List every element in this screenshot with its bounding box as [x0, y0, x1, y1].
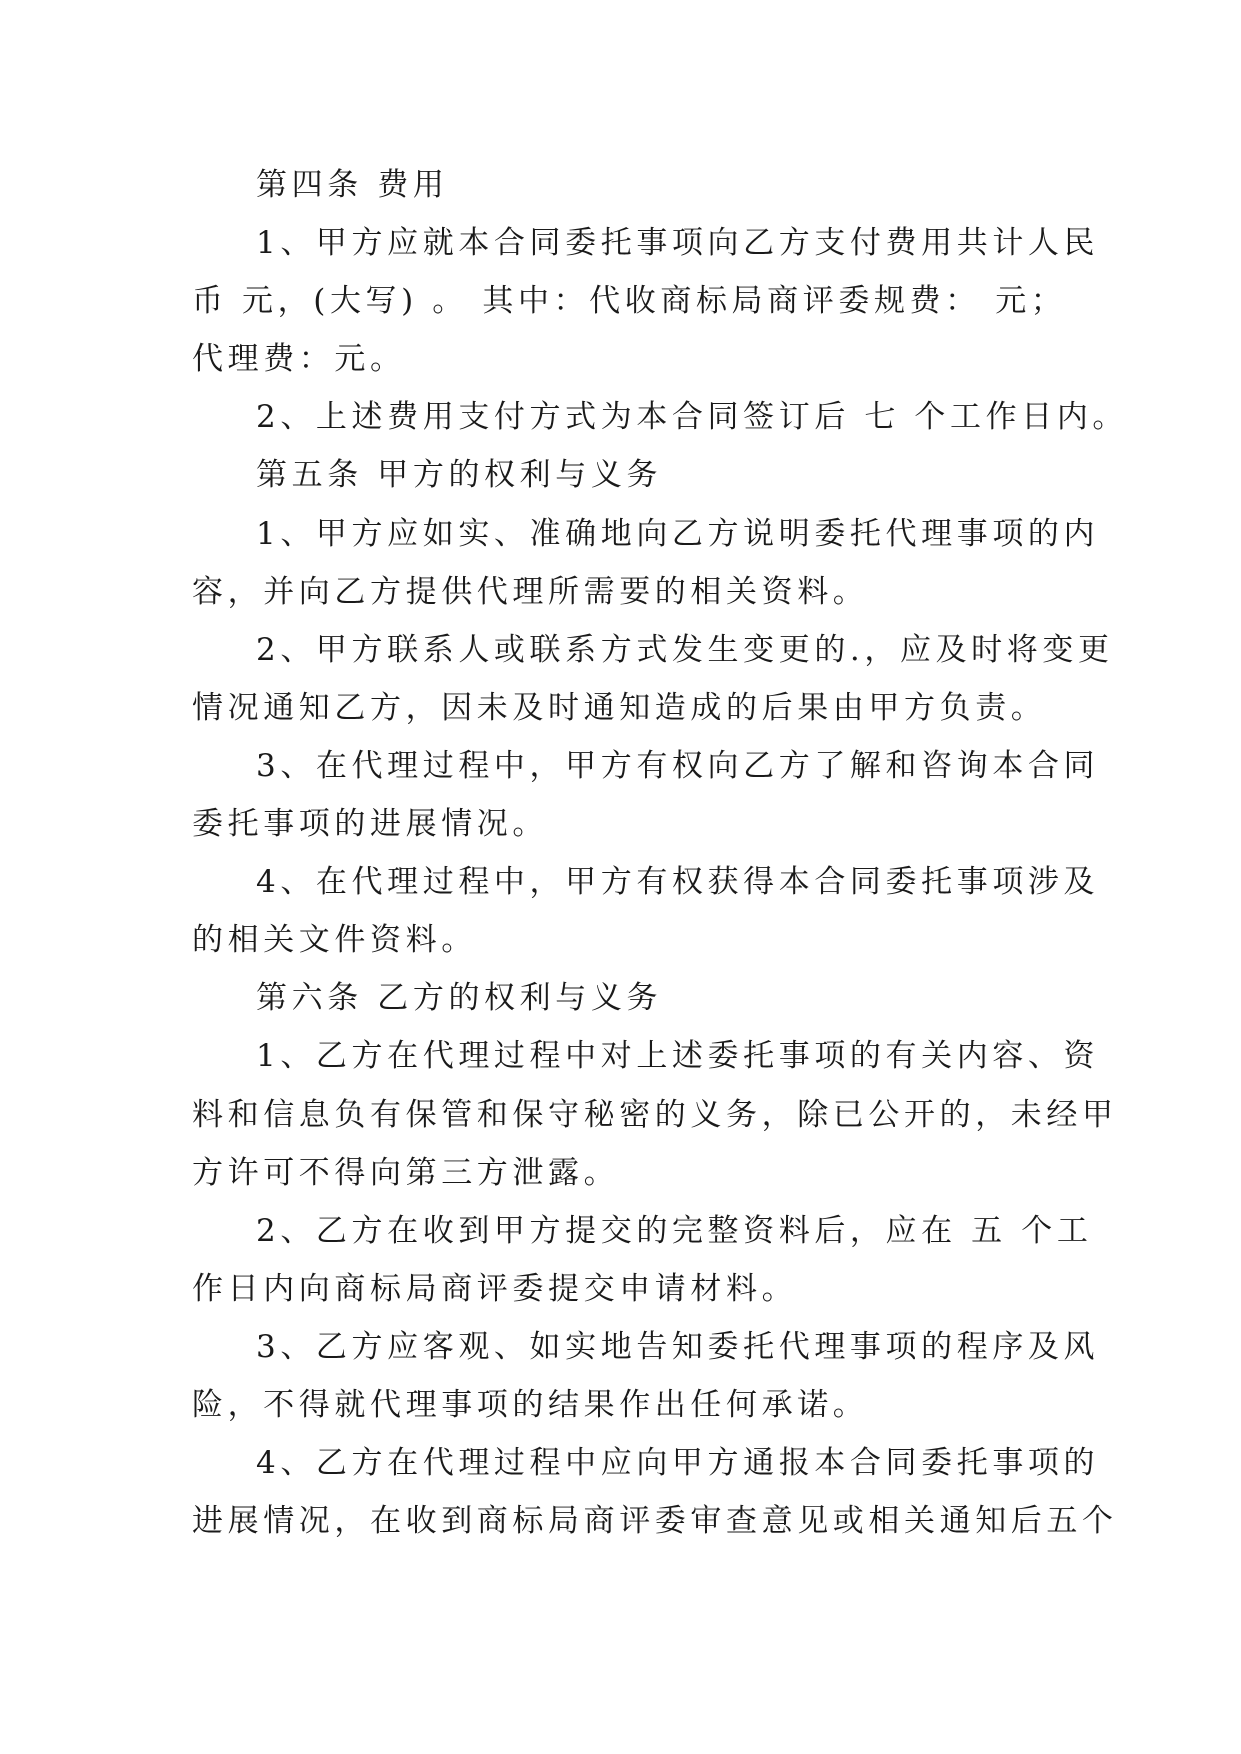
text-line: 容，并向乙方提供代理所需要的相关资料。	[192, 573, 869, 610]
heading-article-5: 第五条 甲方的权利与义务	[256, 457, 663, 494]
text-line: 1、甲方应如实、准确地向乙方说明委托代理事项的内	[256, 515, 1100, 552]
text-line: 料和信息负有保管和保守秘密的义务，除已公开的，未经甲	[192, 1096, 1118, 1133]
text-line: 进展情况，在收到商标局商评委审查意见或相关通知后五个	[192, 1503, 1118, 1540]
document-body	[192, 156, 1129, 1550]
text-line: 1、甲方应就本合同委托事项向乙方支付费用共计人民	[256, 225, 1100, 262]
text-line: 2、上述费用支付方式为本合同签订后 七 个工作日内。	[256, 399, 1129, 436]
text-line: 2、甲方联系人或联系方式发生变更的.，应及时将变更	[256, 631, 1114, 668]
text-line: 4、乙方在代理过程中应向甲方通报本合同委托事项的	[256, 1445, 1100, 1482]
text-line: 4、在代理过程中，甲方有权获得本合同委托事项涉及	[256, 864, 1100, 901]
text-line: 币 元，(大写) 。 其中：代收商标局商评委规费： 元；	[192, 283, 1067, 320]
text-line: 3、乙方应客观、如实地告知委托代理事项的程序及风	[256, 1328, 1100, 1365]
text-line: 1、乙方在代理过程中对上述委托事项的有关内容、资	[256, 1038, 1100, 1075]
text-line: 的相关文件资料。	[192, 922, 477, 959]
text-line: 3、在代理过程中，甲方有权向乙方了解和咨询本合同	[256, 747, 1100, 784]
text-line: 作日内向商标局商评委提交申请材料。	[192, 1270, 798, 1307]
heading-article-6: 第六条 乙方的权利与义务	[256, 980, 663, 1017]
text-line: 2、乙方在收到甲方提交的完整资料后，应在 五 个工	[256, 1212, 1093, 1249]
text-line: 险，不得就代理事项的结果作出任何承诺。	[192, 1386, 869, 1423]
heading-article-4: 第四条 费用	[256, 167, 449, 203]
text-line: 委托事项的进展情况。	[192, 806, 548, 843]
text-line: 情况通知乙方，因未及时通知造成的后果由甲方负责。	[192, 689, 1047, 726]
text-line: 代理费：元。	[192, 341, 406, 378]
text-line: 方许可不得向第三方泄露。	[192, 1154, 620, 1191]
